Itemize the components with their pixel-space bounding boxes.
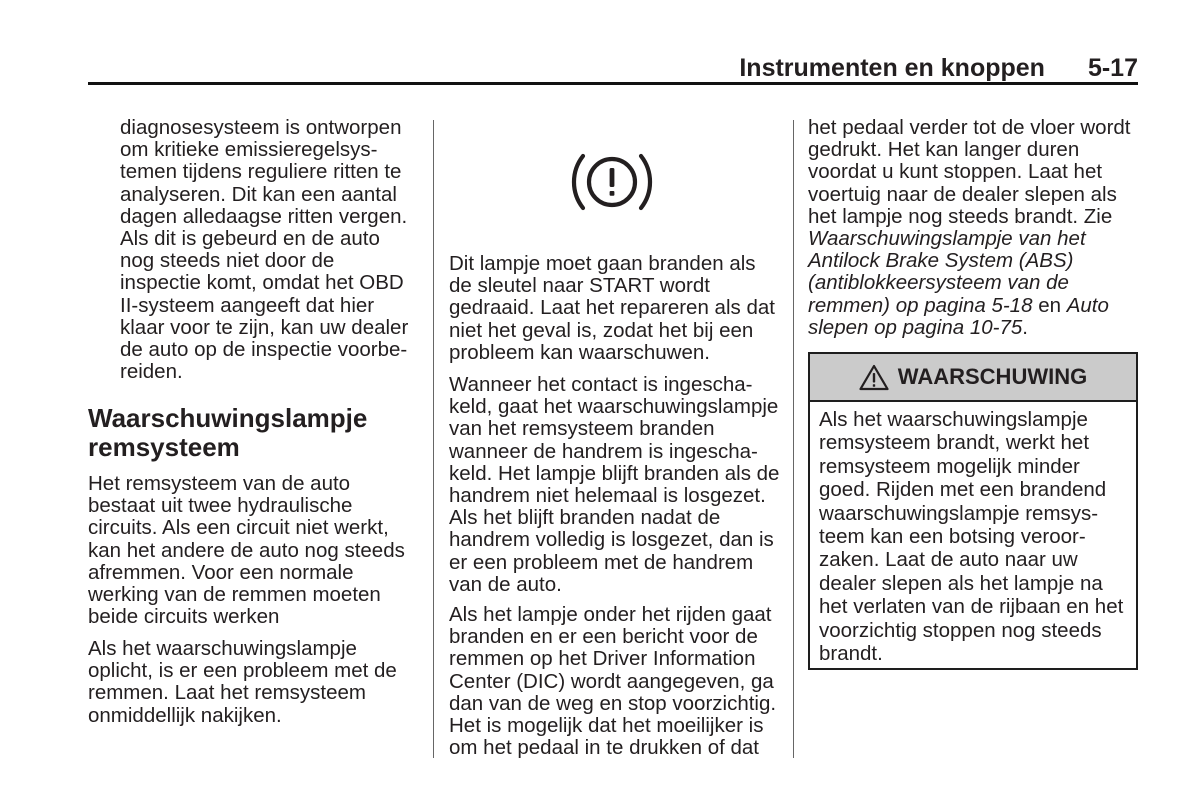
text-line: dagen alledaagse ritten vergen. xyxy=(120,204,408,228)
text-line: Wanneer het contact is ingescha- xyxy=(449,373,753,396)
text-line: niet het geval is, zodat het bij een xyxy=(449,318,754,342)
text-line: goed. Rijden met een brandend xyxy=(819,478,1107,502)
warning-body xyxy=(810,402,1136,665)
text-line: nog steeds niet door de xyxy=(120,249,335,273)
text-line: keld, gaat het waarschuwingslampje xyxy=(449,395,779,419)
cross-reference-abs: remmen) op pagina 5-18 xyxy=(808,293,1033,317)
text-line: oplicht, is er een probleem met de xyxy=(88,659,397,683)
text-line: gedraaid. Laat het repareren als dat xyxy=(449,296,775,320)
text-line: de sleutel naar START wordt xyxy=(449,274,710,298)
text-line: Als dit is gebeurd en de auto xyxy=(120,226,380,250)
text-line: beide circuits werken xyxy=(88,605,280,629)
text-line: Als het waarschuwingslampje xyxy=(819,408,1088,431)
connector-text: en xyxy=(1038,293,1062,317)
warning-box xyxy=(808,352,1138,670)
text-line: remmen op het Driver Information xyxy=(449,647,756,671)
section-heading xyxy=(88,404,367,462)
end-punctuation: . xyxy=(1022,315,1028,339)
col2-paragraph-2 xyxy=(449,374,779,596)
col2-paragraph-1 xyxy=(449,253,775,364)
page-number: 5-17 xyxy=(1087,54,1138,82)
text-line: probleem kan waarschuwen. xyxy=(449,340,710,364)
col1-paragraph-1 xyxy=(88,473,405,628)
text-line: het lampje nog steeds brandt. Zie xyxy=(808,204,1113,228)
col1-paragraph-2 xyxy=(88,638,397,727)
text-line: II-systeem aangeeft dat hier xyxy=(120,293,375,317)
text-line: van het remsysteem branden xyxy=(449,417,715,441)
text-line: Als het lampje onder het rijden gaat xyxy=(449,603,772,626)
column-divider-left xyxy=(433,120,434,758)
warning-title: WAARSCHUWING xyxy=(897,364,1088,389)
text-line: Center (DIC) wordt aangegeven, ga xyxy=(449,669,774,693)
cross-reference-abs: Waarschuwingslampje van het xyxy=(808,226,1086,250)
text-line: brandt. xyxy=(819,641,883,665)
text-line: werking van de remmen moeten xyxy=(88,582,381,606)
cross-reference-towing: Auto xyxy=(1066,293,1109,317)
header-rule xyxy=(88,82,1138,85)
running-header xyxy=(739,56,1138,81)
text-line: remsysteem mogelijk minder xyxy=(819,454,1080,478)
col1-intro-paragraph xyxy=(120,117,408,383)
text-line: waarschuwingslampje remsys- xyxy=(819,501,1099,525)
text-line: analyseren. Dit kan een aantal xyxy=(120,182,397,206)
text-line: circuits. Als een circuit niet werkt, xyxy=(88,516,389,540)
text-line: bestaat uit twee hydraulische xyxy=(88,494,353,518)
text-line: Dit lampje moet gaan branden als xyxy=(449,252,756,275)
text-line: om kritieke emissieregelsys- xyxy=(120,138,378,162)
text-line: om het pedaal in te drukken of dat xyxy=(449,736,759,760)
warning-triangle-icon xyxy=(859,364,889,391)
cross-reference-towing: slepen op pagina 10-75 xyxy=(808,315,1023,339)
text-line: er een probleem met de handrem xyxy=(449,550,754,574)
text-line: het verlaten van de rijbaan en het xyxy=(819,595,1124,619)
text-line: remsysteem brandt, werkt het xyxy=(819,431,1090,455)
text-line: reiden. xyxy=(120,360,183,384)
text-line: zaken. Laat de auto naar uw xyxy=(819,548,1078,572)
text-line: voordat u kunt stoppen. Laat het xyxy=(808,160,1103,184)
text-line: van de auto. xyxy=(449,572,562,596)
text-line: de auto op de inspectie voorbe- xyxy=(120,337,408,361)
text-line: temen tijdens reguliere ritten te xyxy=(120,160,402,184)
text-line xyxy=(808,317,1131,339)
text-line: dealer slepen als het lampje na xyxy=(819,571,1103,595)
text-line: voorzichtig stoppen nog steeds xyxy=(819,618,1102,642)
text-line: branden en er een bericht voor de xyxy=(449,625,758,649)
section-title: Instrumenten en knoppen xyxy=(739,54,1045,82)
text-line: voertuig naar de dealer slepen als xyxy=(808,182,1117,206)
text-line: kan het andere de auto nog steeds xyxy=(88,538,405,562)
text-line: afremmen. Voor een normale xyxy=(88,560,354,584)
text-line: remmen. Laat het remsysteem xyxy=(88,681,366,705)
brake-warning-icon xyxy=(570,150,654,214)
heading-line: remsysteem xyxy=(88,432,240,462)
text-line: teem kan een botsing veroor- xyxy=(819,524,1086,548)
text-line: het pedaal verder tot de vloer wordt xyxy=(808,116,1131,139)
cross-reference-abs: (antiblokkeersysteem van de xyxy=(808,271,1069,295)
text-line: Als het waarschuwingslampje xyxy=(88,637,357,660)
warning-header xyxy=(810,354,1136,402)
text-line: Het is mogelijk dat het moeilijker is xyxy=(449,713,764,737)
text-line: onmiddellijk nakijken. xyxy=(88,703,282,727)
text-line: Het remsysteem van de auto xyxy=(88,472,351,495)
text-line: inspectie komt, omdat het OBD xyxy=(120,271,404,295)
col3-paragraph xyxy=(808,117,1131,339)
col2-paragraph-3 xyxy=(449,604,776,759)
text-line: Als het blijft branden nadat de xyxy=(449,506,721,530)
text-line: keld. Het lampje blijft branden als de xyxy=(449,461,780,485)
column-divider-right xyxy=(793,120,794,758)
cross-reference-abs: Antilock Brake System (ABS) xyxy=(808,249,1074,273)
text-line: wanneer de handrem is ingescha- xyxy=(449,439,758,463)
text-line: handrem niet helemaal is losgezet. xyxy=(449,483,766,507)
text-line: dan van de weg en stop voorzichtig. xyxy=(449,691,777,715)
text-line: handrem volledig is losgezet, dan is xyxy=(449,528,774,552)
text-line: diagnosesysteem is ontworpen xyxy=(120,116,402,139)
text-line: gedrukt. Het kan langer duren xyxy=(808,138,1080,162)
heading-line: Waarschuwingslampje xyxy=(88,403,368,433)
text-line xyxy=(808,295,1131,317)
text-line: klaar voor te zijn, kan uw dealer xyxy=(120,315,409,339)
